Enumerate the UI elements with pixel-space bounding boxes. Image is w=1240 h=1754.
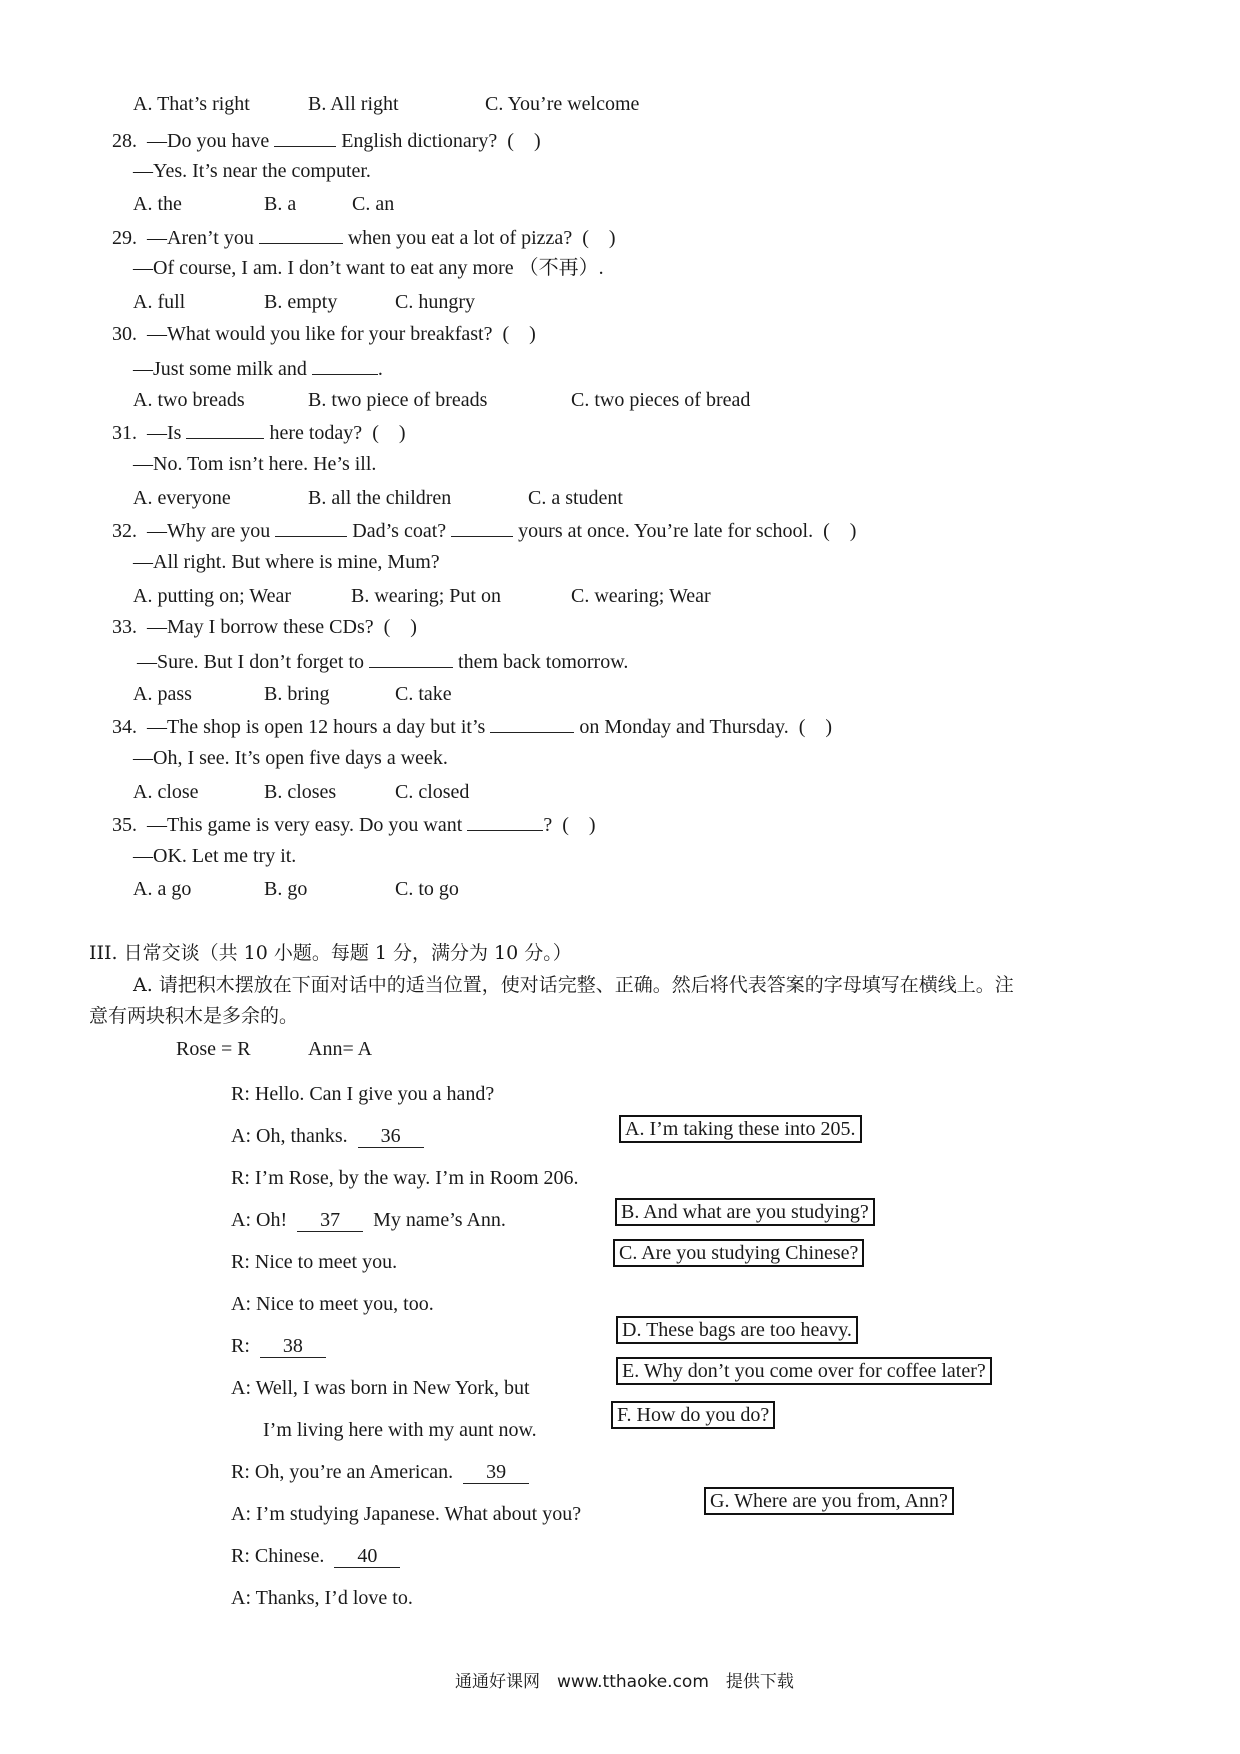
- question-number: 35.: [112, 814, 137, 836]
- q31-reply: —No. Tom isn’t here. He’s ill.: [133, 453, 377, 475]
- question-text: —This game is very easy. Do you want: [147, 814, 463, 836]
- question-number: 30.: [112, 323, 137, 345]
- answer-bracket: ( ): [507, 130, 541, 152]
- q28-option-b: B. a: [264, 193, 297, 215]
- answer-bracket: ( ): [798, 716, 833, 738]
- answer-blank: [369, 648, 453, 668]
- answer-blank-37: 37: [297, 1209, 363, 1232]
- reply-text: —Just some milk and: [133, 358, 307, 380]
- q29-option-a: A. full: [133, 291, 186, 313]
- q35-option-a: A. a go: [133, 878, 192, 900]
- q33-reply: [137, 648, 628, 674]
- dialogue-line: A: Nice to meet you, too.: [231, 1293, 434, 1315]
- section-instructions-line2: 意有两块积木是多余的。: [89, 1005, 299, 1027]
- answer-block-c: C. Are you studying Chinese?: [613, 1239, 864, 1267]
- q35-reply: —OK. Let me try it.: [133, 845, 297, 867]
- answer-blank: [275, 517, 347, 537]
- dialogue-text: R: Chinese.: [231, 1545, 325, 1567]
- dialogue-text: R: Oh, you’re an American.: [231, 1461, 454, 1483]
- question-text: yours at once. You’re late for school.: [518, 520, 814, 542]
- answer-blank-38: 38: [260, 1335, 326, 1358]
- q28-question: [112, 127, 541, 153]
- question-text: —What would you like for your breakfast?: [147, 323, 493, 345]
- answer-blank: [274, 127, 336, 147]
- question-text: when you eat a lot of pizza?: [347, 227, 573, 249]
- q34-question: [112, 713, 832, 739]
- answer-blank-40: 40: [334, 1545, 400, 1568]
- question-number: 31.: [112, 422, 137, 444]
- dialogue-line: A: Well, I was born in New York, but: [231, 1377, 530, 1399]
- reply-text: —Sure. But I don’t forget to: [137, 651, 365, 673]
- answer-bracket: ( ): [582, 227, 616, 249]
- dialogue-line: I’m living here with my aunt now.: [263, 1419, 537, 1441]
- q30-reply: [133, 355, 383, 381]
- q34-option-c: C. closed: [395, 781, 470, 803]
- q33-option-a: A. pass: [133, 683, 192, 705]
- dialogue-line: [231, 1124, 424, 1148]
- answer-bracket: ( ): [562, 814, 596, 836]
- q29-option-c: C. hungry: [395, 291, 475, 313]
- q31-question: [112, 419, 406, 445]
- question-text: —The shop is open 12 hours a day but it’s: [147, 716, 486, 738]
- answer-blank: [312, 355, 378, 375]
- answer-bracket: ( ): [372, 422, 406, 444]
- answer-bracket: ( ): [823, 520, 857, 542]
- dialogue-line: R: Nice to meet you.: [231, 1251, 398, 1273]
- q31-option-c: C. a student: [528, 487, 623, 509]
- question-number: 29.: [112, 227, 137, 249]
- dialogue-line: [231, 1544, 400, 1568]
- answer-blank: [186, 419, 264, 439]
- dialogue-text: R:: [231, 1335, 250, 1357]
- answer-blank-36: 36: [358, 1125, 424, 1148]
- answer-block-a: A. I’m taking these into 205.: [619, 1115, 862, 1143]
- q34-option-a: A. close: [133, 781, 199, 803]
- q30-option-b: B. two piece of breads: [308, 389, 488, 411]
- answer-blank-39: 39: [463, 1461, 529, 1484]
- q32-reply: —All right. But where is mine, Mum?: [133, 551, 440, 573]
- answer-block-f: F. How do you do?: [611, 1401, 775, 1429]
- q32-option-c: C. wearing; Wear: [571, 585, 711, 607]
- question-text: —Why are you: [147, 520, 271, 542]
- dialogue-line: A: Thanks, I’d love to.: [231, 1587, 413, 1609]
- answer-block-e: E. Why don’t you come over for coffee later?: [616, 1357, 992, 1385]
- dialogue-line: R: I’m Rose, by the way. I’m in Room 206.: [231, 1167, 579, 1189]
- question-text: ?: [543, 814, 553, 836]
- q27-option-a: A. That’s right: [133, 93, 250, 115]
- q31-option-a: A. everyone: [133, 487, 231, 509]
- answer-blank: [467, 811, 543, 831]
- question-number: 32.: [112, 520, 137, 542]
- legend-ann: Ann= A: [308, 1038, 373, 1060]
- q27-option-b: B. All right: [308, 93, 399, 115]
- question-number: 34.: [112, 716, 137, 738]
- section-heading: III. 日常交谈（共 10 小题。每题 1 分，满分为 10 分。）: [89, 942, 572, 964]
- q28-option-a: A. the: [133, 193, 182, 215]
- question-number: 28.: [112, 130, 137, 152]
- q30-option-a: A. two breads: [133, 389, 245, 411]
- dialogue-text: A: Oh, thanks.: [231, 1125, 348, 1147]
- q35-option-b: B. go: [264, 878, 308, 900]
- question-number: 33.: [112, 616, 137, 638]
- dialogue-text: My name’s Ann.: [373, 1209, 506, 1231]
- q33-option-c: C. take: [395, 683, 452, 705]
- reply-text: them back tomorrow.: [458, 651, 629, 673]
- q34-reply: —Oh, I see. It’s open five days a week.: [133, 747, 448, 769]
- answer-bracket: ( ): [502, 323, 536, 345]
- dialogue-line: [231, 1334, 326, 1358]
- dialogue-line: [231, 1460, 529, 1484]
- question-text: —Is: [147, 422, 182, 444]
- question-text: here today?: [269, 422, 363, 444]
- q28-option-c: C. an: [352, 193, 395, 215]
- q29-question: [112, 224, 616, 250]
- q35-question: [112, 811, 596, 837]
- legend-rose: Rose = R: [176, 1038, 251, 1060]
- dialogue-text: A: Oh!: [231, 1209, 288, 1231]
- q29-reply: —Of course, I am. I don’t want to eat any more （不再）.: [133, 257, 604, 279]
- answer-block-g: G. Where are you from, Ann?: [704, 1487, 954, 1515]
- page-footer: 通通好课网 www.tthaoke.com 提供下载: [455, 1672, 794, 1692]
- q30-option-c: C. two pieces of bread: [571, 389, 751, 411]
- q29-option-b: B. empty: [264, 291, 338, 313]
- question-text: —Aren’t you: [147, 227, 254, 249]
- dialogue-line: R: Hello. Can I give you a hand?: [231, 1083, 495, 1105]
- q32-question: [112, 517, 856, 543]
- q32-option-b: B. wearing; Put on: [351, 585, 501, 607]
- answer-block-d: D. These bags are too heavy.: [616, 1316, 858, 1344]
- question-text: —Do you have: [147, 130, 270, 152]
- question-text: on Monday and Thursday.: [579, 716, 789, 738]
- q34-option-b: B. closes: [264, 781, 337, 803]
- answer-blank: [451, 517, 513, 537]
- q32-option-a: A. putting on; Wear: [133, 585, 291, 607]
- q33-option-b: B. bring: [264, 683, 330, 705]
- answer-blank: [490, 713, 574, 733]
- q35-option-c: C. to go: [395, 878, 459, 900]
- q30-question: [112, 322, 536, 346]
- q31-option-b: B. all the children: [308, 487, 452, 509]
- q27-option-c: C. You’re welcome: [485, 93, 640, 115]
- section-instructions-line1: A. 请把积木摆放在下面对话中的适当位置，使对话完整、正确。然后将代表答案的字母填写在横线上。注: [133, 974, 1014, 996]
- dialogue-line: [231, 1208, 506, 1232]
- dialogue-line: A: I’m studying Japanese. What about you?: [231, 1503, 582, 1525]
- reply-text: .: [377, 358, 383, 380]
- question-text: Dad’s coat?: [352, 520, 447, 542]
- answer-bracket: ( ): [383, 616, 417, 638]
- answer-block-b: B. And what are you studying?: [615, 1198, 875, 1226]
- q28-reply: —Yes. It’s near the computer.: [133, 160, 371, 182]
- answer-blank: [259, 224, 343, 244]
- question-text: —May I borrow these CDs?: [147, 616, 374, 638]
- q33-question: [112, 615, 417, 639]
- question-text: English dictionary?: [341, 130, 498, 152]
